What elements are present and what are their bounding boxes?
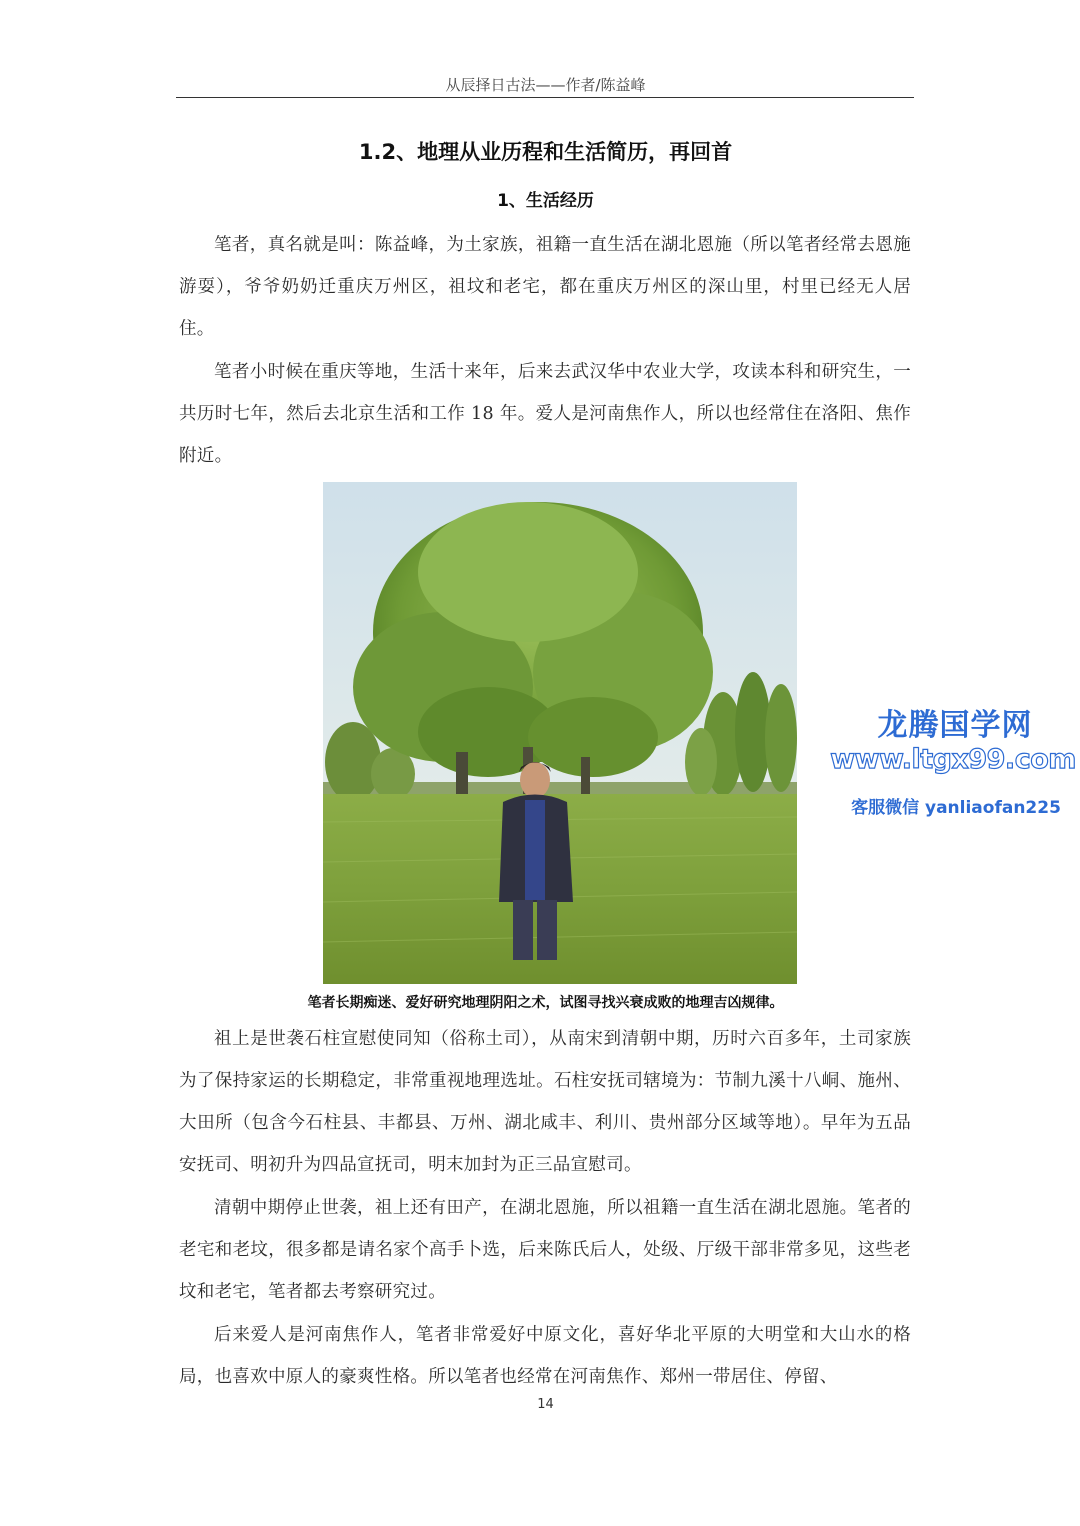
paragraph: 笔者小时候在重庆等地，生活十来年，后来去武汉华中农业大学，攻读本科和研究生，一共历时七年，然后去北京生活和工作 18 年。爱人是河南焦作人，所以也经常住在洛阳、焦作附近。 — [179, 362, 911, 466]
watermark-site-name: 龙腾国学网 — [877, 708, 1033, 743]
running-header: 从辰择日古法——作者/陈益峰 — [445, 76, 646, 94]
watermark-contact: 客服微信 yanliaofan225 — [851, 798, 1061, 818]
section-title: 1.2、地理从业历程和生活简历，再回首 — [358, 140, 733, 164]
page-number: 14 — [537, 1397, 554, 1412]
subsection-title: 1、生活经历 — [497, 191, 594, 211]
paragraph: 后来爱人是河南焦作人，笔者非常爱好中原文化，喜好华北平原的大明堂和大山水的格局，也喜欢中原人的豪爽性格。所以笔者也经常在河南焦作、郑州一带居住、停留、 — [179, 1325, 911, 1387]
paragraph: 笔者，真名就是叫：陈益峰，为土家族，祖籍一直生活在湖北恩施（所以笔者经常去恩施游耍），爷爷奶奶迁重庆万州区，祖坟和老宅，都在重庆万州区的深山里，村里已经无人居住。 — [179, 235, 911, 339]
paragraph: 清朝中期停止世袭，祖上还有田产，在湖北恩施，所以祖籍一直生活在湖北恩施。笔者的老宅和老坟，很多都是请名家个高手卜选，后来陈氏后人，处级、厅级干部非常多见，这些老坟和老宅，笔者都去考察研究过。 — [179, 1198, 911, 1302]
watermark-url: www.ltgx99.com — [830, 744, 1076, 775]
header-divider — [176, 97, 914, 98]
author-in-wheat-field-photo — [323, 482, 797, 984]
figure-caption: 笔者长期痴迷、爱好研究地理阴阳之术，试图寻找兴衰成败的地理吉凶规律。 — [307, 995, 784, 1011]
paragraph: 祖上是世袭石柱宣慰使同知（俗称土司），从南宋到清朝中期，历时六百多年，土司家族为了保持家运的长期稳定，非常重视地理选址。石柱安抚司辖境为：节制九溪十八峒、施州、大田所（包含今石柱县、丰都县、万州、湖北咸丰、利川、贵州部分区域等地）。早年为五品安抚司、明初升为四品宣抚司，明末加封为正三品宣慰司。 — [179, 1029, 911, 1175]
